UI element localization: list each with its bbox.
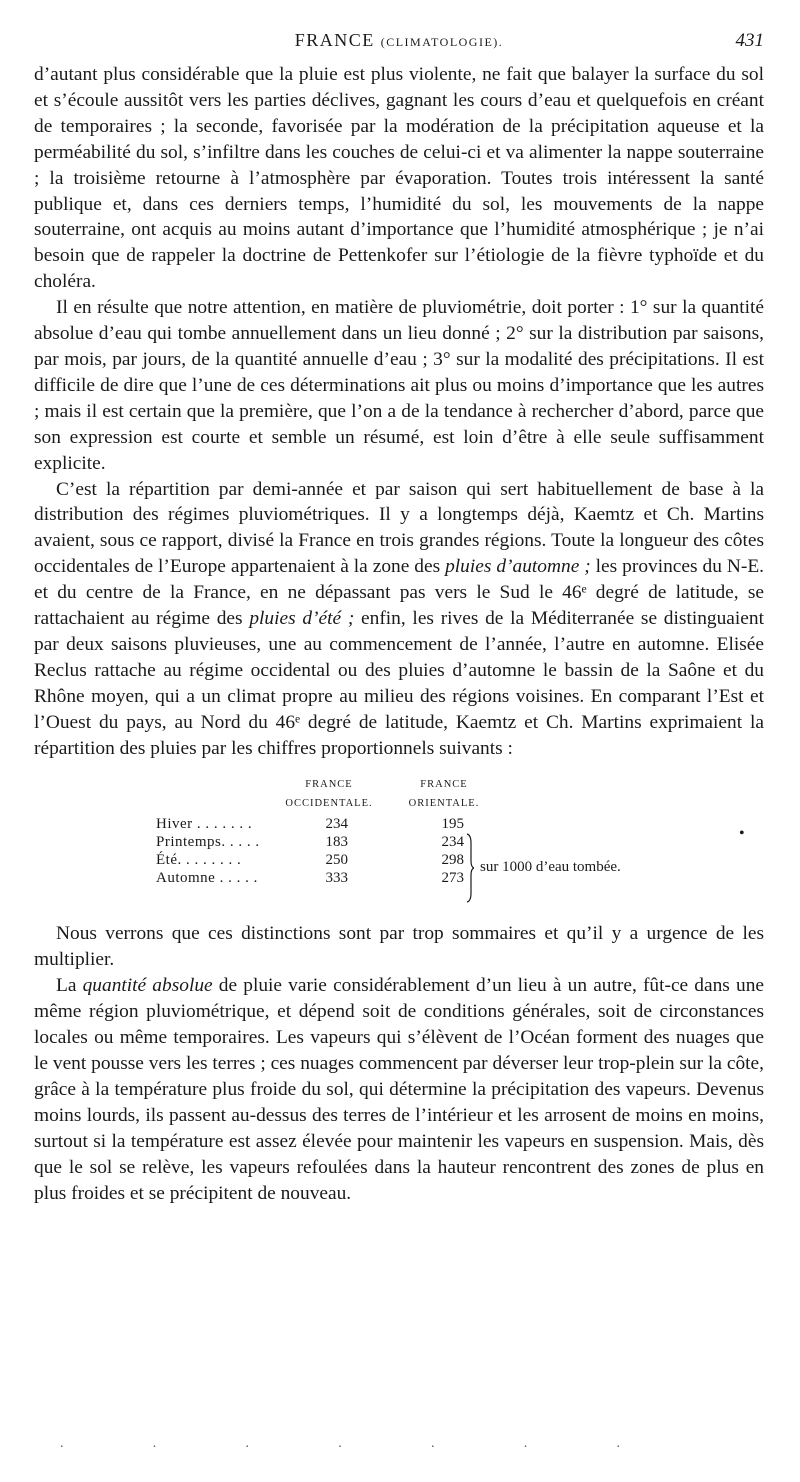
paragraph-regimes-part-c: enfin, les rives de la Méditerranée se distinguaient par deux saisons pluvieuses, une au commencement de l’année, l’autre en automne. Elisée Reclus rattache au régime occidental ou des pluies d’automne le bassin de la Saône et du Rhône moyen, qui a un climat propre au milieu des régions voisines. En comparant l’Est et l’Ouest du pays, au Nord du 46ᵉ degré de latitude, Kaemtz et Ch. Martins exprimaient la répartition des pluies par les chiffres proportionnels suivants : <box>34 608 764 759</box>
column-header-west-line1: FRANCE <box>305 779 353 791</box>
paragraph-regimes <box>34 477 764 762</box>
italic-pluies-automne: pluies d’automne ; <box>445 556 591 578</box>
west-value: 183 <box>325 834 348 851</box>
paragraph-regimes-part-a: C’est la répartition par demi-année et par saison qui sert habituellement de base à la distribution des régimes pluviométriques. Il y a longtemps déjà, Kaemtz et Ch. Martins avaient, sous ce rapport, divisé la France en trois grandes régions. Toute la longueur des côtes occidentales de l’Europe appartenaient à la zone des <box>34 478 764 578</box>
body-text <box>34 62 764 1206</box>
paragraph-quantite-pre: La <box>56 975 83 997</box>
running-header <box>34 30 764 54</box>
table-row <box>156 815 516 833</box>
italic-quantite-absolue: quantité absolue <box>82 975 213 997</box>
west-value: 250 <box>325 852 348 869</box>
column-header-east <box>394 775 494 813</box>
season-label: Automne . . . . . <box>156 870 258 887</box>
speck: . <box>338 1436 342 1451</box>
column-header-west-line2: OCCIDENTALE. <box>285 798 373 810</box>
paragraph-distinctions: Nous verrons que ces distinctions sont par trop sommaires et qu’il y a urgence de les multiplier. <box>34 923 764 971</box>
east-value: 195 <box>441 816 464 833</box>
season-label: Printemps. . . . . <box>156 834 260 851</box>
running-title <box>34 30 764 51</box>
paragraph-regimes-part-b: les provinces du N-E. et du centre de la France, en ne dépassant pas vers le Sud le 46ᵉ degré de latitude, se rattachaient au régime des <box>34 556 765 630</box>
paragraph-quantite-post: de pluie varie considérablement d’un lieu à un autre, fût-ce dans une même région pluviométrique, et dépend soit de conditions générales, soit de circonstances locales ou même temporaires. Les vapeurs qui s’élèvent de l’Océan forment des nuages que le vent pousse vers les terres ; ces nuages commencent par déverser leur trop-plein sur la côte, grâce à la température plus froide du sol, qui détermine la précipitation des vapeurs. Devenus moins lourds, ils passent au-dessus des terres de l’intérieur et les arrosent de moins en moins, surtout si la température est assez élevée pour maintenir les vapeurs en suspension. Mais, dès que le sol se relève, les vapeurs refoulées dans la hauteur rencontrent des zones de plus en plus froides et se précipitent de nouveau. <box>34 975 764 1204</box>
table-row <box>156 851 516 869</box>
west-value: 234 <box>325 816 348 833</box>
table-row <box>156 869 516 887</box>
speck: . <box>245 1436 249 1451</box>
column-header-east-line1: FRANCE <box>420 779 468 791</box>
stray-mark: • <box>739 825 745 843</box>
table-row <box>156 833 516 851</box>
italic-pluies-ete: pluies d’été ; <box>249 608 355 630</box>
east-value: 234 <box>441 834 464 851</box>
speck: . <box>431 1436 435 1451</box>
paragraph-continuation: d’autant plus considérable que la pluie est plus violente, ne fait que balayer la surface du sol et s’écoule aussitôt vers les parties déclives, gagnant les cours d’eau et quelquefois en créant de temporaires ; la seconde, favorisée par la modération de la précipitation aqueuse et la perméabilité du sol, s’infiltre dans les couches de celui-ci et va alimenter la nappe souterraine ; la troisième retourne à l’atmosphère par évaporation. Toutes trois intéressent la santé publique et, dans ces derniers temps, l’humidité du sol, les mouvements de la nappe souterraine, ont acquis au moins autant d’importance que l’humidité atmosphérique ; je n’ai besoin que de rappeler la doctrine de Pettenkofer sur l’étiologie de la fièvre typhoïde et du choléra. <box>34 64 764 293</box>
running-title-main: FRANCE <box>294 30 375 50</box>
speck: . <box>523 1436 528 1451</box>
right-brace <box>466 833 474 903</box>
column-header-west <box>274 775 384 813</box>
page-number: 431 <box>735 30 764 51</box>
running-title-subtitle: (CLIMATOLOGIE). <box>380 35 504 49</box>
paragraph-quantite <box>34 973 764 1206</box>
west-value: 333 <box>325 870 348 887</box>
east-value: 298 <box>441 852 464 869</box>
footer-specks <box>60 1436 620 1452</box>
paragraph-pluviometrie: Il en résulte que notre attention, en matière de pluviométrie, doit porter : 1° sur la quantité absolue d’eau qui tombe annuellement dans un lieu donné ; 2° sur la distribution par saisons, par mois, par jours, de la quantité annuelle d’eau ; 3° sur la modalité des précipitations. Il est difficile de dire que l’une de ces déterminations ait plus ou moins d’importance que les autres ; mais il est certain que la première, que l’on a de la tendance à rechercher d’abord, parce que son expression est courte et semble un résumé, est loin d’être à elle seule suffisamment explicite. <box>34 297 764 474</box>
column-header-east-line2: ORIENTALE. <box>408 798 480 810</box>
rainfall-table <box>34 775 764 903</box>
table-note: sur 1000 d’eau tombée. <box>480 859 621 876</box>
season-label: Hiver . . . . . . . <box>156 816 253 833</box>
season-label: Été. . . . . . . . <box>156 852 242 869</box>
speck: . <box>60 1436 64 1451</box>
east-value: 273 <box>441 870 464 887</box>
speck: . <box>152 1436 157 1451</box>
speck: . <box>616 1436 620 1451</box>
